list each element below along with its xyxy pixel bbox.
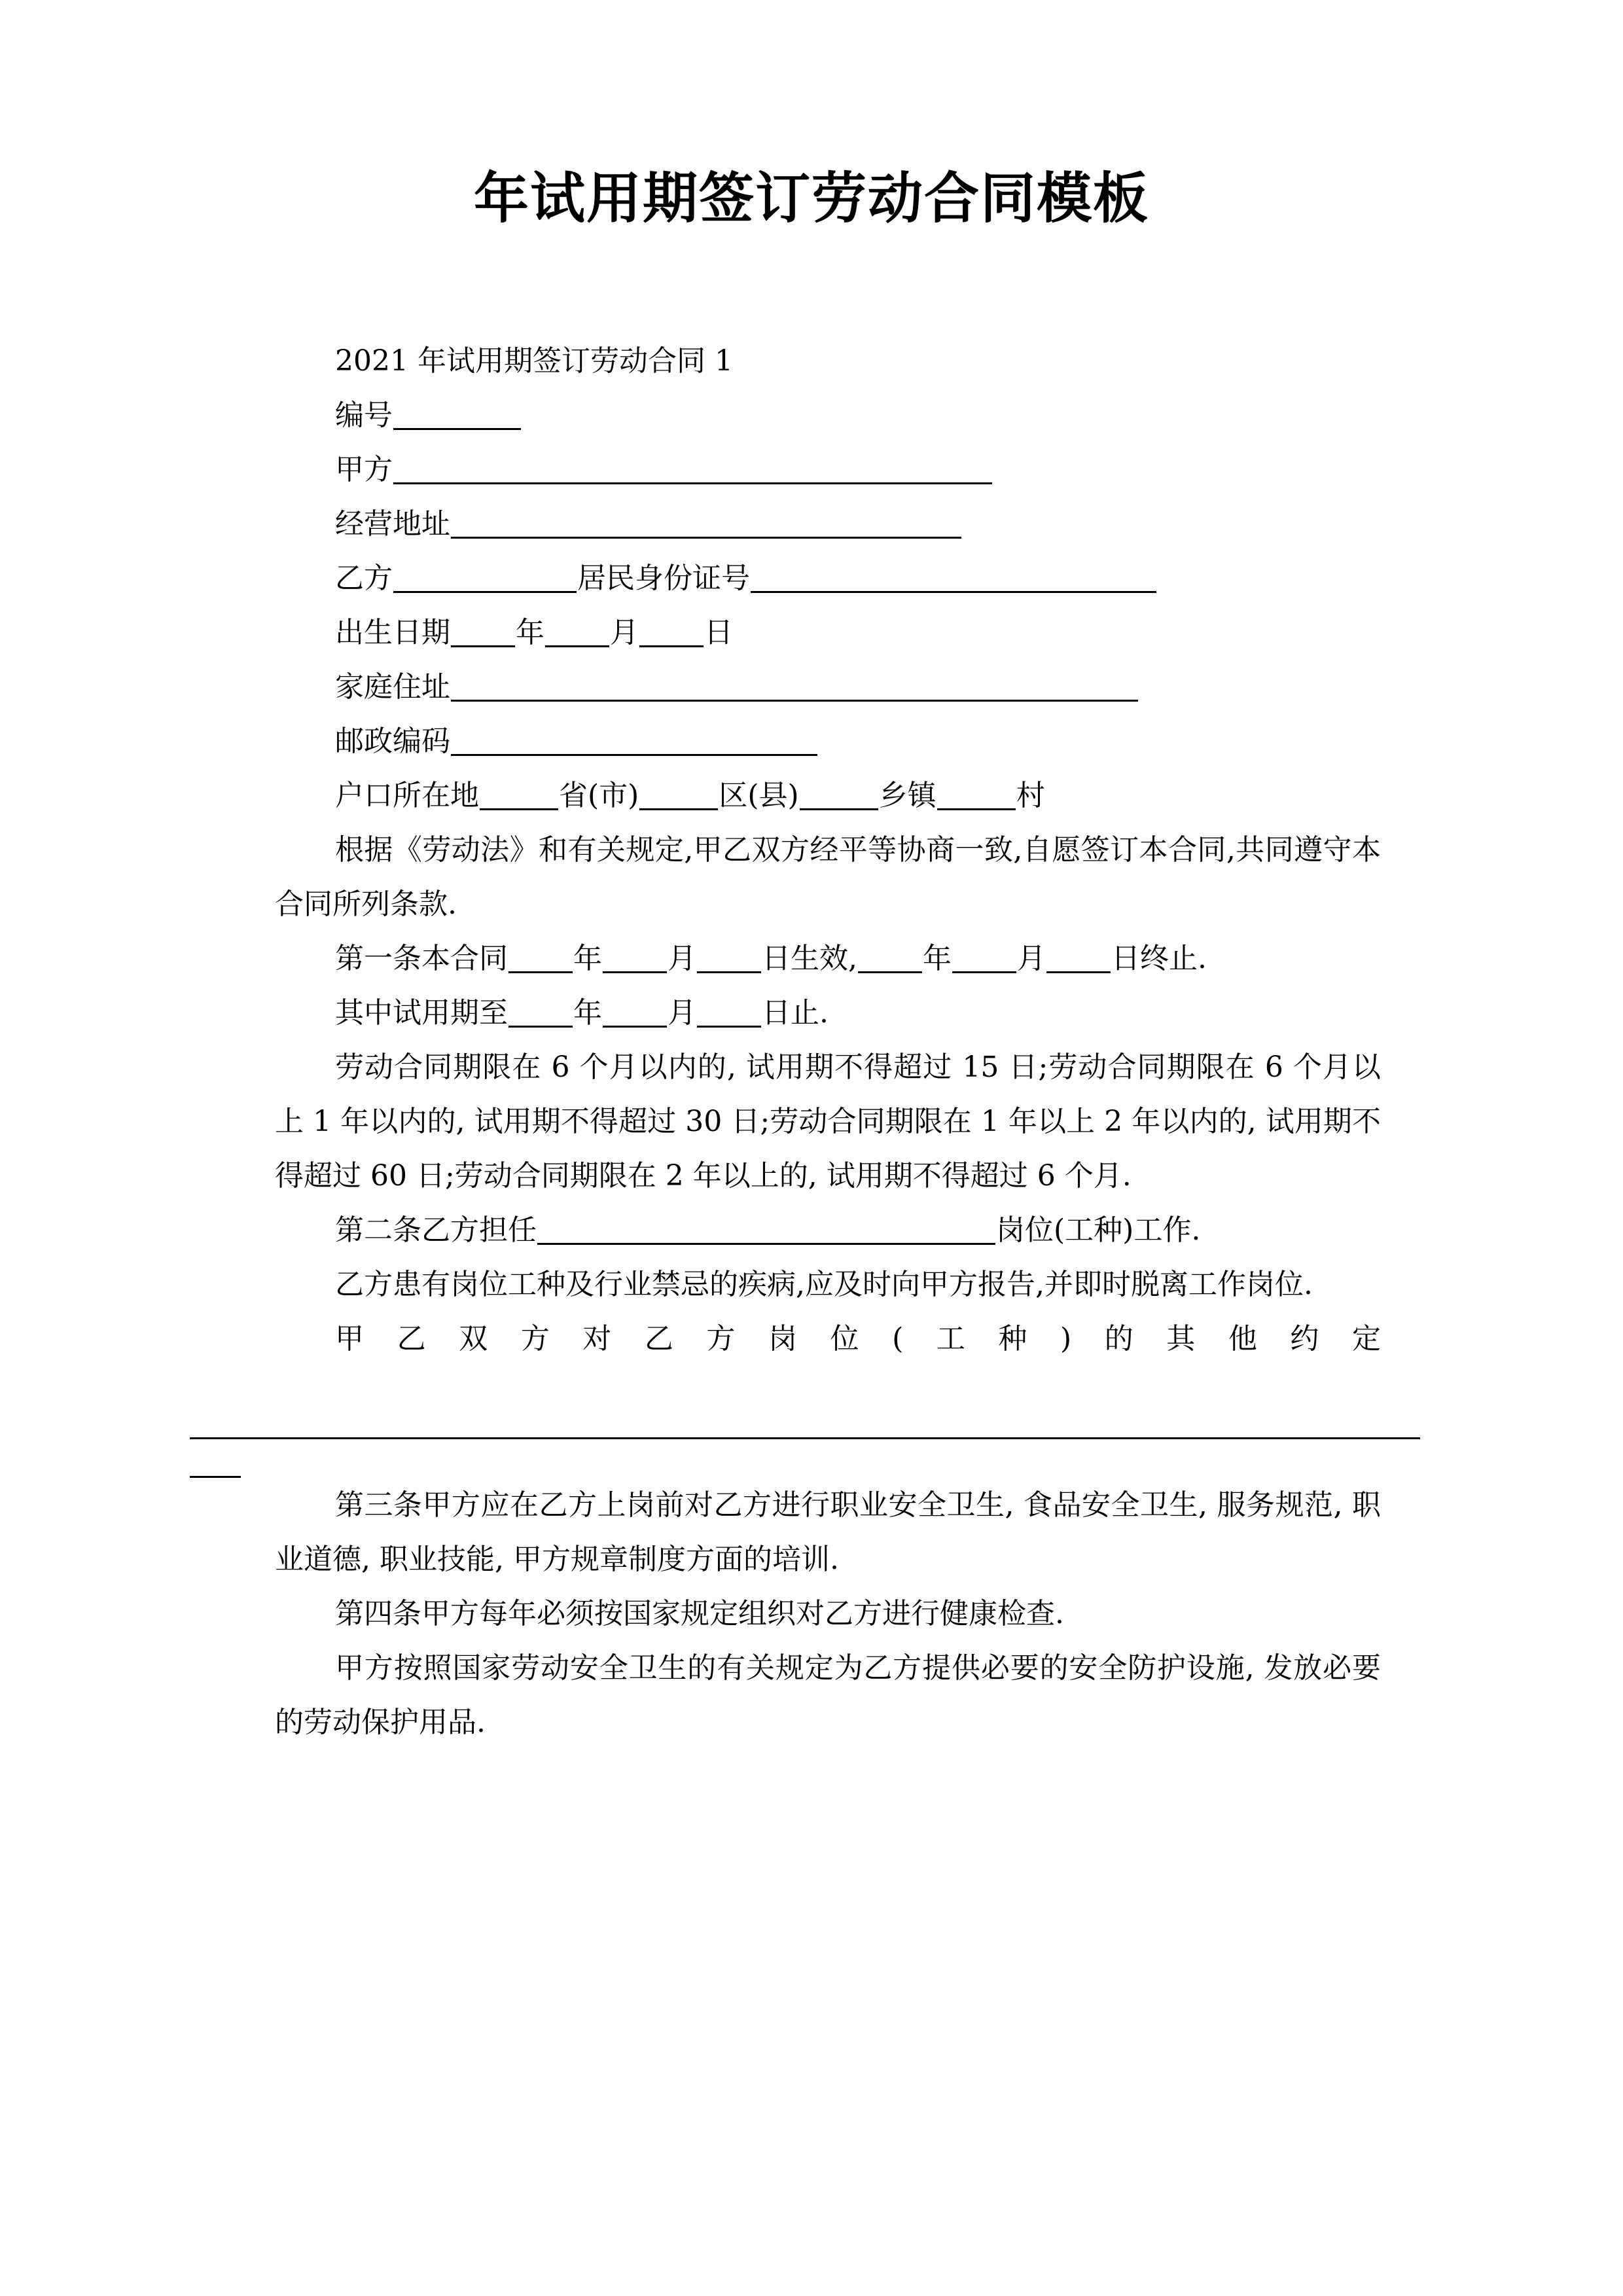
month-unit: 月 [668, 942, 696, 975]
field-postal-code [275, 714, 1381, 768]
district-unit: 区(县) [719, 779, 799, 812]
village-unit: 村 [1016, 779, 1045, 812]
birth-date-label: 出生日期 [335, 616, 450, 649]
postal-code-input[interactable] [451, 724, 817, 756]
serial-number-label: 编号 [335, 399, 393, 432]
end-month-input[interactable] [952, 941, 1016, 973]
year-unit: 年 [573, 942, 602, 975]
paragraph-article-4-extra: 甲方按照国家劳动安全卫生的有关规定为乙方提供必要的安全防护设施, 发放必要的劳动保护用品. [275, 1651, 1381, 1739]
serial-number-input[interactable] [393, 398, 521, 430]
probation-end-date [275, 986, 1381, 1040]
paragraph-probation-rules: 劳动合同期限在 6 个月以内的, 试用期不得超过 15 日;劳动合同期限在 6 个月以上 1 年以内的, 试用期不得超过 30 日;劳动合同期限在 1 年以上 2 年以内的, 试用期不得超过 60 日;劳动合同期限在 2 年以上的, 试用期不得超过 6 个月. [275, 1050, 1381, 1193]
day-unit: 日 [704, 616, 733, 649]
year-unit: 年 [516, 616, 544, 649]
field-household-location [275, 768, 1381, 823]
start-day-input[interactable] [697, 941, 761, 973]
field-home-address [275, 660, 1381, 714]
page-title: 年试用期签订劳动合同模板 [473, 166, 1149, 230]
party-b-label: 乙方 [335, 562, 393, 595]
business-address-input[interactable] [451, 507, 961, 539]
year-unit: 年 [573, 996, 602, 1030]
other-agreement-blank-line-1[interactable] [190, 1437, 1420, 1439]
paragraph-preamble: 根据《劳动法》和有关规定,甲乙双方经平等协商一致,自愿签订本合同,共同遵守本合同所列条款. [275, 833, 1381, 921]
start-year-input[interactable] [508, 941, 573, 973]
id-number-label: 居民身份证号 [577, 562, 750, 595]
month-unit: 月 [610, 616, 639, 649]
document-body [275, 334, 1381, 1749]
paragraph-article-3: 第三条甲方应在乙方上岗前对乙方进行职业安全卫生, 食品安全卫生, 服务规范, 职业道德, 职业技能, 甲方规章制度方面的培训. [275, 1488, 1381, 1576]
article-2-suffix-text: 岗位(工种)工作. [996, 1213, 1201, 1247]
district-input[interactable] [639, 778, 718, 810]
province-unit: 省(市) [559, 779, 639, 812]
field-party-a [275, 442, 1381, 497]
paragraph-article-2-health: 乙方患有岗位工种及行业禁忌的疾病,应及时向甲方报告,并即时脱离工作岗位. [335, 1268, 1313, 1301]
article-1-label: 第一条本合同 [335, 942, 508, 975]
field-birth-date [275, 605, 1381, 660]
postal-code-label: 邮政编码 [335, 725, 450, 758]
birth-day-input[interactable] [639, 615, 704, 647]
field-business-address [275, 497, 1381, 551]
article-1-mid-text: 日生效, [762, 942, 857, 975]
birth-year-input[interactable] [451, 615, 515, 647]
party-a-input[interactable] [393, 452, 992, 484]
township-input[interactable] [800, 778, 878, 810]
paragraph-article-4: 第四条甲方每年必须按国家规定组织对乙方进行健康检查. [335, 1597, 1064, 1630]
field-party-b [275, 551, 1381, 605]
township-unit: 乡镇 [878, 779, 936, 812]
business-address-label: 经营地址 [335, 507, 450, 541]
household-label: 户口所在地 [335, 779, 479, 812]
birth-month-input[interactable] [545, 615, 609, 647]
document-heading-text: 2021 年试用期签订劳动合同 1 [335, 344, 733, 378]
year-unit: 年 [923, 942, 952, 975]
party-a-label: 甲方 [335, 453, 393, 486]
probation-suffix-text: 日止. [762, 996, 829, 1030]
probation-year-input[interactable] [508, 996, 573, 1028]
document-heading [275, 334, 1381, 388]
other-agreement-blank-line-2[interactable] [190, 1476, 241, 1478]
article-1-suffix-text: 日终止. [1111, 942, 1207, 975]
province-input[interactable] [480, 778, 558, 810]
position-input[interactable] [537, 1213, 995, 1245]
village-input[interactable] [937, 778, 1016, 810]
probation-day-input[interactable] [697, 996, 761, 1028]
article-1-term [275, 931, 1381, 986]
field-serial-number [275, 388, 1381, 442]
other-agreement-line: 甲乙双方对乙方岗位(工种)的其他约定 [335, 1322, 1381, 1355]
party-b-input[interactable] [393, 561, 577, 593]
article-2-position [275, 1203, 1381, 1257]
end-year-input[interactable] [858, 941, 922, 973]
probation-month-input[interactable] [603, 996, 667, 1028]
article-2-label: 第二条乙方担任 [335, 1213, 537, 1247]
probation-label: 其中试用期至 [335, 996, 508, 1030]
home-address-input[interactable] [451, 670, 1138, 702]
id-number-input[interactable] [751, 561, 1156, 593]
month-unit: 月 [668, 996, 696, 1030]
start-month-input[interactable] [603, 941, 667, 973]
end-day-input[interactable] [1046, 941, 1111, 973]
home-address-label: 家庭住址 [335, 670, 450, 704]
month-unit: 月 [1017, 942, 1046, 975]
